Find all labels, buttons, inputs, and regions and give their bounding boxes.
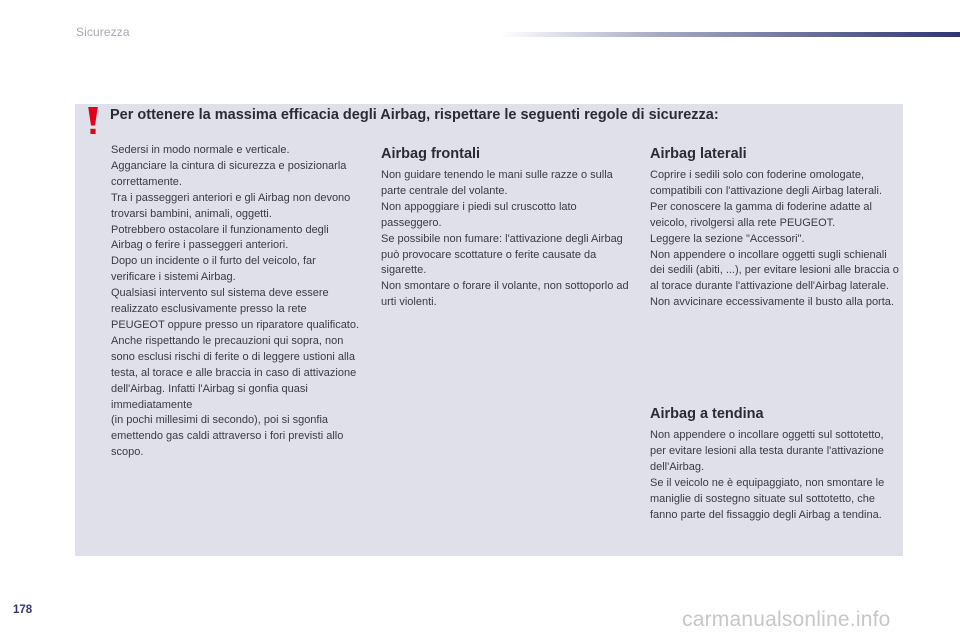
panel-heading: Per ottenere la massima efficacia degli Airbag, rispettare le seguenti regole di sicurezza: — [110, 107, 719, 123]
tendina-heading: Airbag a tendina — [650, 406, 764, 422]
rule-line: Se possibile non fumare: l'attivazione degli Airbag può provocare scottature o ferite causate da sigarette. — [381, 232, 623, 277]
rule-line: Non appendere o incollare oggetti sugli schienali dei sedili (abiti, ...), per evitare lesioni alle braccia o al torace durante l'attivazione dell'Airbag laterale. — [650, 248, 899, 293]
rule-line: Non appendere o incollare oggetti sul sottotetto, per evitare lesioni alla testa durante l'attivazione dell'Airbag. — [650, 429, 884, 473]
rule-line: Anche rispettando le precauzioni qui sopra, non sono esclusi rischi di ferite o di leggere ustioni alla testa, al torace e alle braccia in caso di attivazione dell'Airbag. Infatti l'Airbag si gonfia quasi immediatamente — [111, 334, 357, 411]
section-title: Sicurezza — [76, 25, 130, 39]
rule-line: Non appoggiare i piedi sul cruscotto lato passeggero. — [381, 200, 577, 229]
general-rules — [111, 143, 361, 461]
page-number: 178 — [13, 604, 33, 616]
rule-line: (in pochi millesimi di secondo), poi si sgonfia emettendo gas caldi attraverso i fori previsti allo scopo. — [111, 414, 344, 459]
exclamation-icon — [83, 106, 103, 136]
watermark: carmanualsonline.info — [682, 608, 891, 631]
tendina-rules — [650, 428, 902, 523]
rule-line: Non guidare tenendo le mani sulle razze o sulla parte centrale del volante. — [381, 169, 613, 197]
frontali-heading: Airbag frontali — [381, 146, 481, 162]
laterali-rules — [650, 168, 900, 311]
rule-line: Potrebbero ostacolare il funzionamento degli Airbag o ferire i passeggeri anteriori. — [111, 223, 329, 252]
rule-line: Dopo un incidente o il furto del veicolo, far verificare i sistemi Airbag. — [111, 255, 316, 284]
rule-line: Agganciare la cintura di sicurezza e posizionarla correttamente. — [111, 159, 347, 188]
rule-line: Leggere la sezione "Accessori". — [650, 232, 805, 245]
rule-line: Qualsiasi intervento sul sistema deve essere realizzato esclusivamente presso la rete PEUGEOT oppure presso un riparatore qualificato. — [111, 287, 360, 331]
rule-line: Non avvicinare eccessivamente il busto alla porta. — [650, 296, 894, 309]
rule-line: Coprire i sedili solo con foderine omologate, compatibili con l'attivazione degli Airbag laterali. Per conoscere la gamma di foderine adatte al veicolo, rivolgersi alla rete PEUGEOT. — [650, 169, 883, 229]
header-bar — [500, 32, 960, 37]
rule-line: Se il veicolo ne è equipaggiato, non smontare le maniglie di sostegno situate sul sottotetto, che fanno parte del fissaggio degli Airbag a tendina. — [650, 476, 885, 521]
laterali-heading: Airbag laterali — [650, 146, 747, 162]
rule-line: Sedersi in modo normale e verticale. — [111, 144, 290, 156]
frontali-rules — [381, 168, 636, 311]
rule-line: Tra i passeggeri anteriori e gli Airbag non devono trovarsi bambini, animali, oggetti. — [111, 191, 351, 220]
rule-line: Non smontare o forare il volante, non sottoporlo ad urti violenti. — [381, 280, 629, 309]
